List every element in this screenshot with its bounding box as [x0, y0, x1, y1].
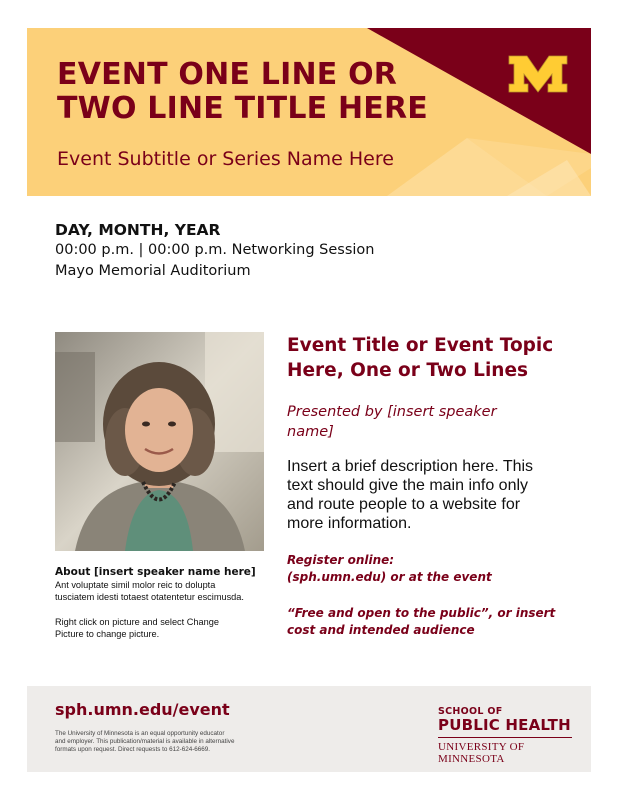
description-line-1: Insert a brief description here. This [287, 458, 534, 475]
about-speaker-title: About [insert speaker name here] [55, 566, 256, 578]
logo-divider [438, 737, 572, 738]
event-subtitle: Event Subtitle or Series Name Here [57, 148, 394, 170]
free-line-2: cost and intended audience [287, 623, 475, 637]
about-speaker-text [55, 579, 270, 603]
event-title-line-2: TWO LINE TITLE HERE [57, 91, 428, 126]
note-line-1: Right click on picture and select Change [55, 617, 219, 627]
presented-by [287, 402, 577, 442]
school-of-label: SCHOOL OF [438, 706, 503, 717]
description-line-4: more information. [287, 515, 412, 532]
register-online [287, 552, 577, 586]
event-title-line-1: EVENT ONE LINE OR [57, 57, 398, 92]
footer-disclaimer [55, 730, 275, 754]
about-text-line-1: Ant voluptate simil molor reic to dolupta [55, 580, 216, 590]
note-line-2: Picture to change picture. [55, 629, 160, 639]
event-date: DAY, MONTH, YEAR [55, 221, 221, 239]
description-line-3: and route people to a website for [287, 496, 521, 513]
cost-audience-note [287, 605, 577, 639]
presented-line-1: Presented by [insert speaker [287, 404, 497, 420]
disclaimer-line-3: formats upon request. Direct requests to 612-624-6669. [55, 746, 211, 753]
event-title [57, 58, 428, 126]
topic-line-2: Here, One or Two Lines [287, 360, 529, 381]
description-line-2: text should give the main info only [287, 477, 529, 494]
event-main-info [287, 333, 577, 639]
topic-line-1: Event Title or Event Topic [287, 335, 554, 356]
event-description [287, 457, 577, 533]
register-line-2[interactable]: (sph.umn.edu) or at the event [287, 570, 492, 584]
footer [27, 686, 591, 772]
disclaimer-line-1: The University of Minnesota is an equal opportunity educator [55, 730, 225, 737]
change-picture-note [55, 616, 270, 640]
about-speaker [55, 566, 270, 640]
university-m-logo-icon [507, 54, 569, 94]
university-label: UNIVERSITY OF MINNESOTA [438, 741, 525, 765]
public-health-label: PUBLIC HEALTH [438, 716, 571, 734]
speaker-portrait-icon[interactable] [55, 332, 264, 551]
disclaimer-line-2: and employer. This publication/material is available in alternative [55, 738, 235, 745]
event-details [55, 220, 375, 282]
header-banner [27, 28, 591, 196]
speaker-photo-graphic [55, 332, 264, 551]
free-line-1: “Free and open to the public”, or insert [287, 606, 556, 620]
event-topic-title [287, 333, 577, 383]
register-line-1: Register online: [287, 553, 395, 567]
presented-line-2: name] [287, 424, 334, 440]
footer-event-url[interactable]: sph.umn.edu/event [55, 700, 230, 719]
about-text-line-2: tusciatem idesti totaest otatentetur escimusda. [55, 592, 244, 602]
event-location: Mayo Memorial Auditorium [55, 263, 251, 279]
event-time: 00:00 p.m. | 00:00 p.m. Networking Session [55, 242, 375, 258]
